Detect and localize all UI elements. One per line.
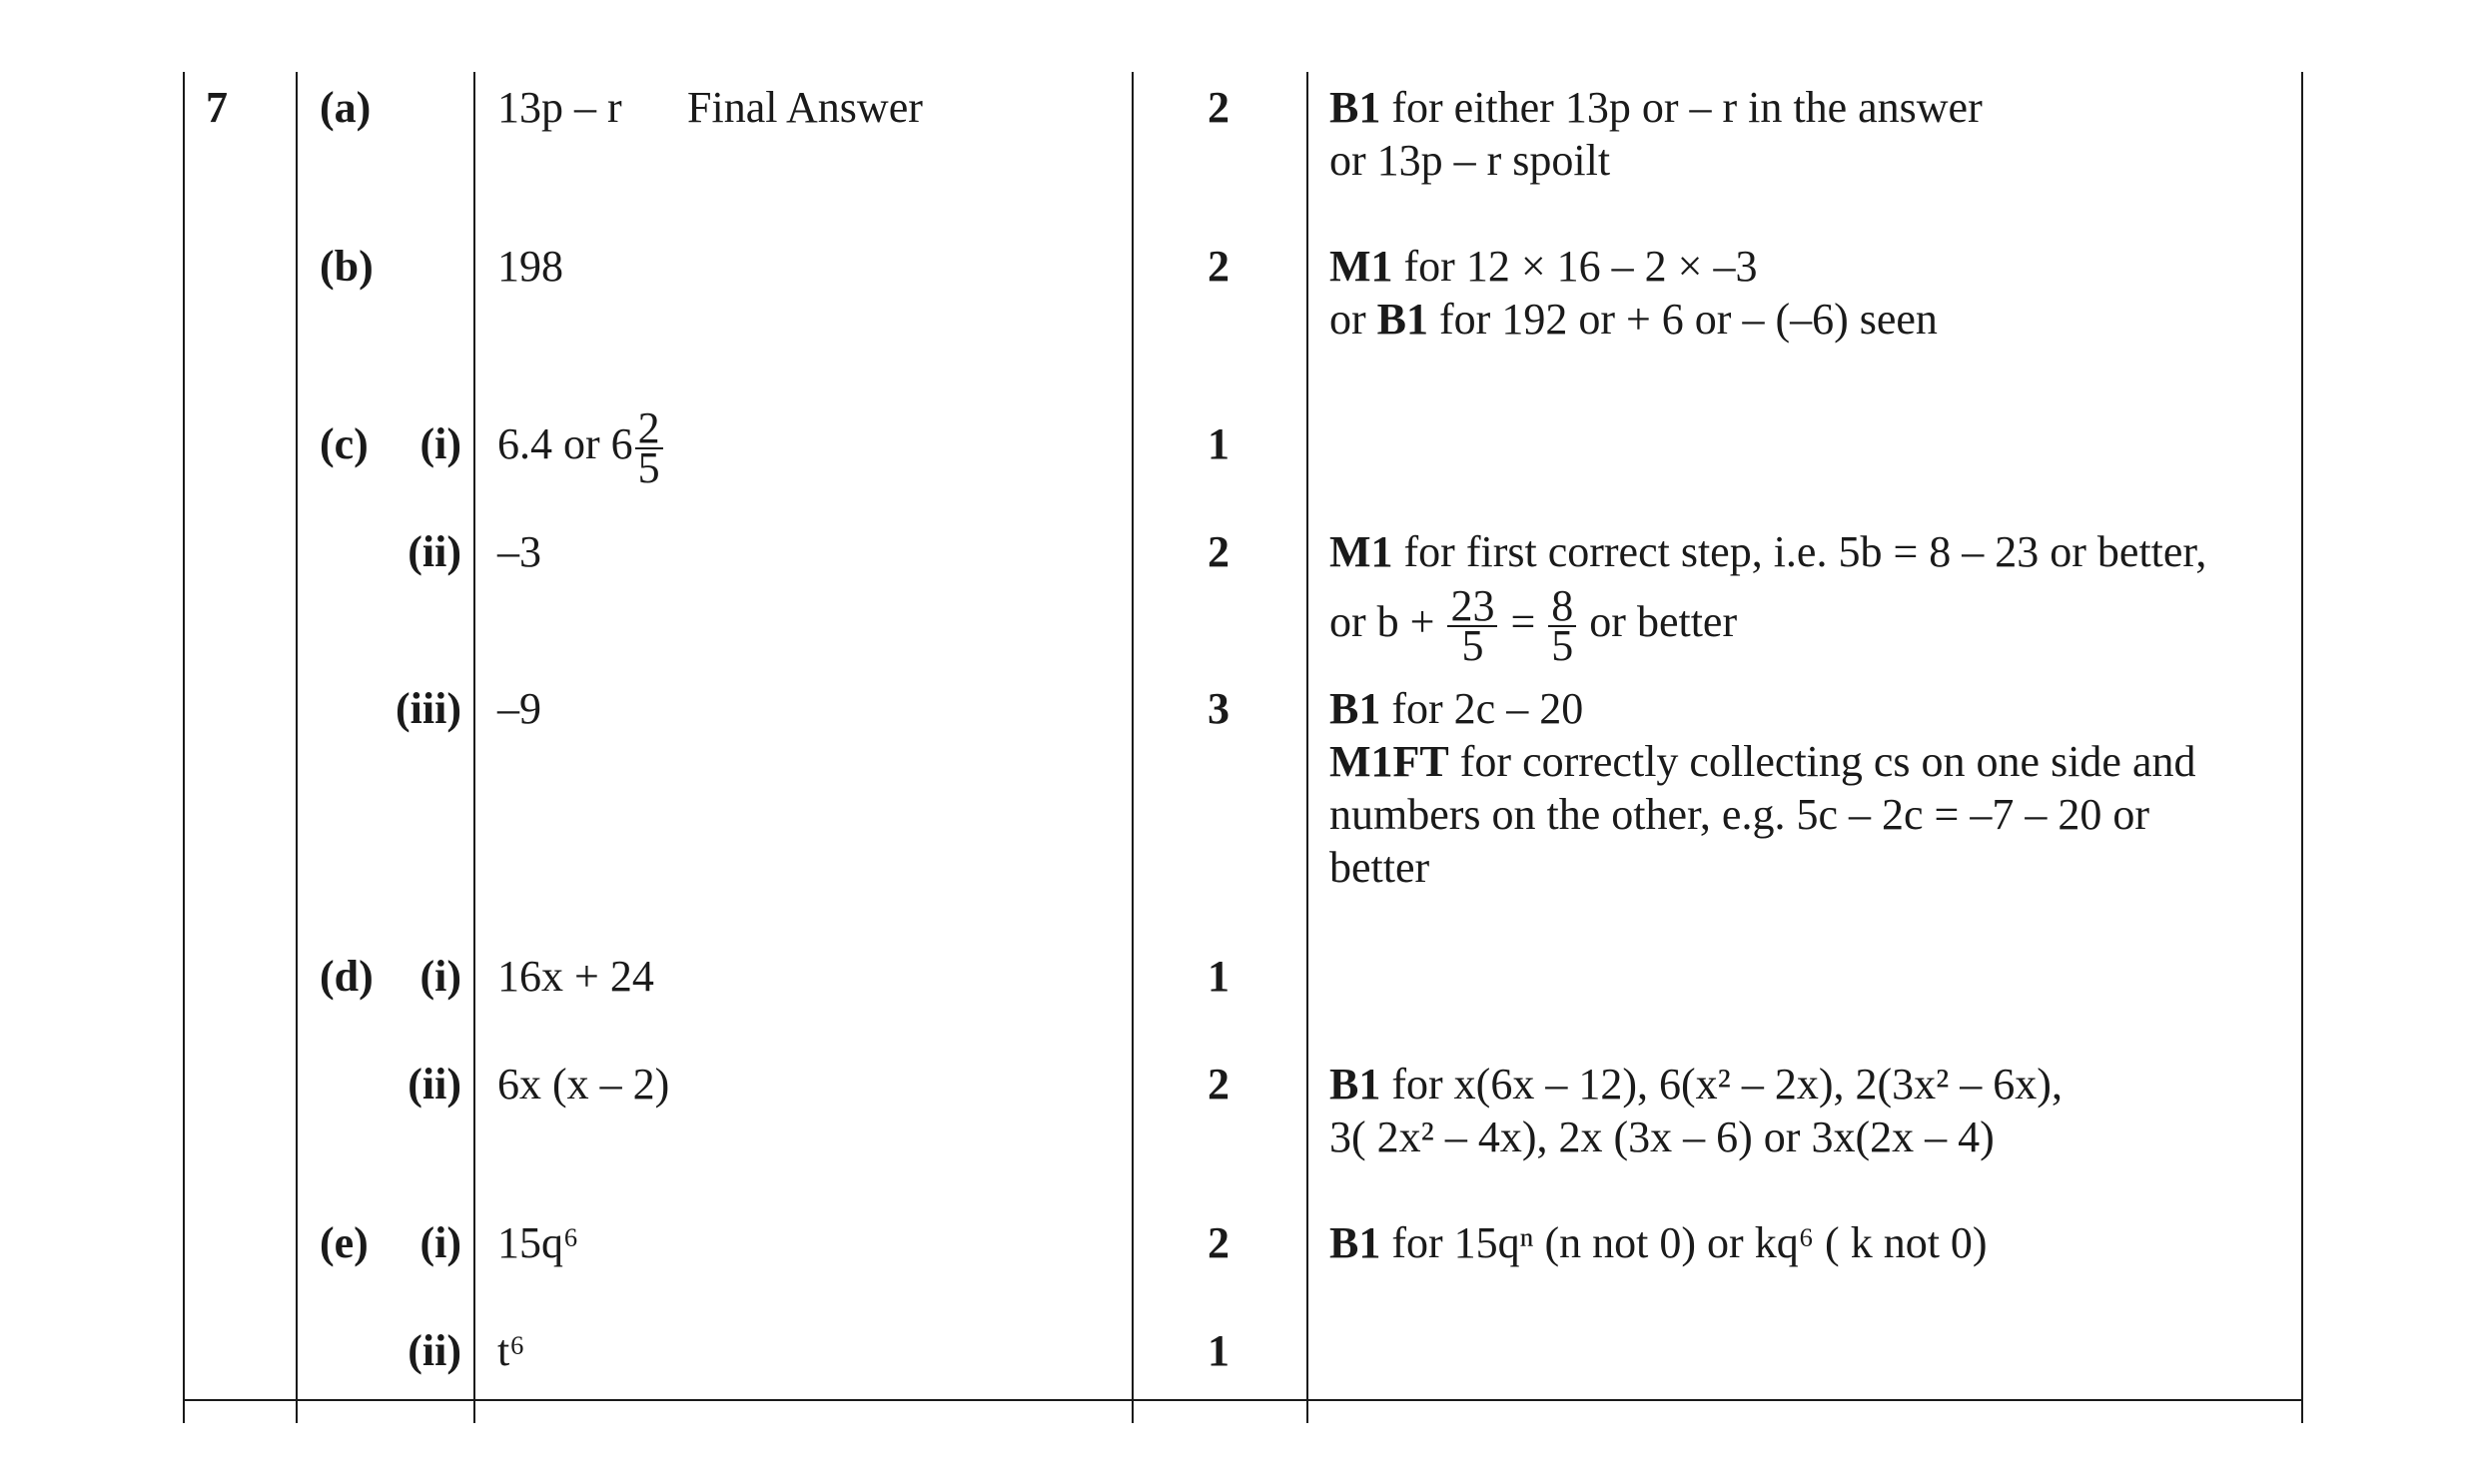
answer-text: 6.4 or 6 — [497, 419, 633, 468]
guidance-text: for correctly collecting cs on one side and — [1448, 737, 2196, 786]
guidance-text: or — [1329, 295, 1377, 344]
marks-c-i: 1 — [1208, 419, 1230, 468]
mark-code: M1 — [1329, 527, 1393, 576]
answer-c-i — [497, 399, 665, 492]
mark-code: B1 — [1329, 684, 1381, 733]
answer-a-note: Final Answer — [687, 83, 923, 132]
part-label-c: (c) — [320, 419, 369, 468]
fraction-numerator: 2 — [635, 409, 663, 449]
guidance-c-ii-line1 — [1329, 525, 2206, 579]
guidance-text: or b + — [1329, 597, 1446, 646]
column-divider-part — [473, 72, 475, 1423]
part-label-d: (d) — [320, 952, 374, 1001]
guidance-text: for first correct step, i.e. 5b = 8 – 23 or better, — [1392, 527, 2207, 576]
mark-code: B1 — [1329, 1060, 1381, 1109]
subpart-label-d-i: (i) — [419, 952, 461, 1001]
part-label-b: (b) — [320, 242, 374, 291]
marks-e-ii: 1 — [1208, 1326, 1230, 1375]
fraction-denominator: 5 — [1551, 620, 1574, 670]
fraction — [1447, 580, 1497, 670]
answer-c-ii: –3 — [497, 527, 541, 576]
guidance-b-line2 — [1329, 293, 1938, 347]
guidance-c-iii-line1 — [1329, 682, 1583, 736]
mark-code: B1 — [1329, 83, 1381, 132]
guidance-e-i-line1 — [1329, 1216, 1988, 1270]
guidance-text: for 15qⁿ (n not 0) or kq⁶ ( k not 0) — [1380, 1218, 1988, 1267]
guidance-text: for 2c – 20 — [1380, 684, 1584, 733]
marks-b: 2 — [1208, 242, 1230, 291]
subpart-label-c-ii: (ii) — [408, 527, 461, 576]
fraction-numerator: 8 — [1548, 587, 1576, 627]
column-divider-answer — [1132, 72, 1134, 1423]
guidance-text: for x(6x – 12), 6(x² – 2x), 2(3x² – 6x), — [1380, 1060, 2063, 1109]
marks-c-iii: 3 — [1208, 684, 1230, 733]
table-border-right — [2301, 72, 2303, 1423]
mark-code: M1FT — [1329, 737, 1449, 786]
fraction-numerator: 23 — [1447, 587, 1497, 627]
guidance-d-ii-line1 — [1329, 1058, 2063, 1112]
guidance-text: for 12 × 16 – 2 × –3 — [1392, 242, 1758, 291]
answer-e-ii: t⁶ — [497, 1326, 525, 1375]
marks-d-ii: 2 — [1208, 1060, 1230, 1109]
answer-d-i: 16x + 24 — [497, 952, 654, 1001]
part-label-a: (a) — [320, 83, 372, 132]
column-divider-marks — [1306, 72, 1308, 1423]
fraction-denominator: 5 — [1461, 620, 1484, 670]
guidance-a-line1 — [1329, 81, 1983, 135]
subpart-label-e-i: (i) — [419, 1218, 461, 1267]
guidance-c-ii-line2 — [1329, 577, 1738, 670]
answer-c-iii: –9 — [497, 684, 541, 733]
answer-a: 13p – r — [497, 83, 622, 132]
fraction — [1548, 580, 1576, 670]
guidance-d-ii-line2: 3( 2x² – 4x), 2x (3x – 6) or 3x(2x – 4) — [1329, 1113, 1995, 1161]
answer-e-i: 15q⁶ — [497, 1218, 579, 1267]
mark-code: B1 — [1329, 1218, 1381, 1267]
guidance-text: or better — [1578, 597, 1738, 646]
guidance-a-line2: or 13p – r spoilt — [1329, 136, 1611, 185]
mark-code: B1 — [1376, 295, 1429, 344]
table-border-left — [183, 72, 185, 1423]
subpart-label-e-ii: (ii) — [408, 1326, 461, 1375]
answer-d-ii: 6x (x – 2) — [497, 1060, 670, 1109]
guidance-c-iii-line4: better — [1329, 843, 1430, 892]
subpart-label-d-ii: (ii) — [408, 1060, 461, 1109]
fraction-denominator: 5 — [637, 442, 660, 492]
guidance-text: = — [1499, 597, 1547, 646]
mark-code: M1 — [1329, 242, 1393, 291]
question-number: 7 — [206, 83, 228, 132]
column-divider-question — [296, 72, 298, 1423]
marks-c-ii: 2 — [1208, 527, 1230, 576]
subpart-label-c-i: (i) — [419, 419, 461, 468]
guidance-b-line1 — [1329, 240, 1757, 294]
table-bottom-rule — [183, 1399, 2301, 1401]
guidance-text: for 192 or + 6 or – (–6) seen — [1428, 295, 1938, 344]
guidance-c-iii-line2 — [1329, 735, 2196, 789]
subpart-label-c-iii: (iii) — [396, 684, 461, 733]
guidance-c-iii-line3: numbers on the other, e.g. 5c – 2c = –7 – 20 or — [1329, 790, 2149, 839]
part-label-e: (e) — [320, 1218, 369, 1267]
marks-e-i: 2 — [1208, 1218, 1230, 1267]
marks-d-i: 1 — [1208, 952, 1230, 1001]
marks-a: 2 — [1208, 83, 1230, 132]
fraction — [635, 402, 663, 492]
guidance-text: for either 13p or – r in the answer — [1380, 83, 1983, 132]
answer-b: 198 — [497, 242, 563, 291]
